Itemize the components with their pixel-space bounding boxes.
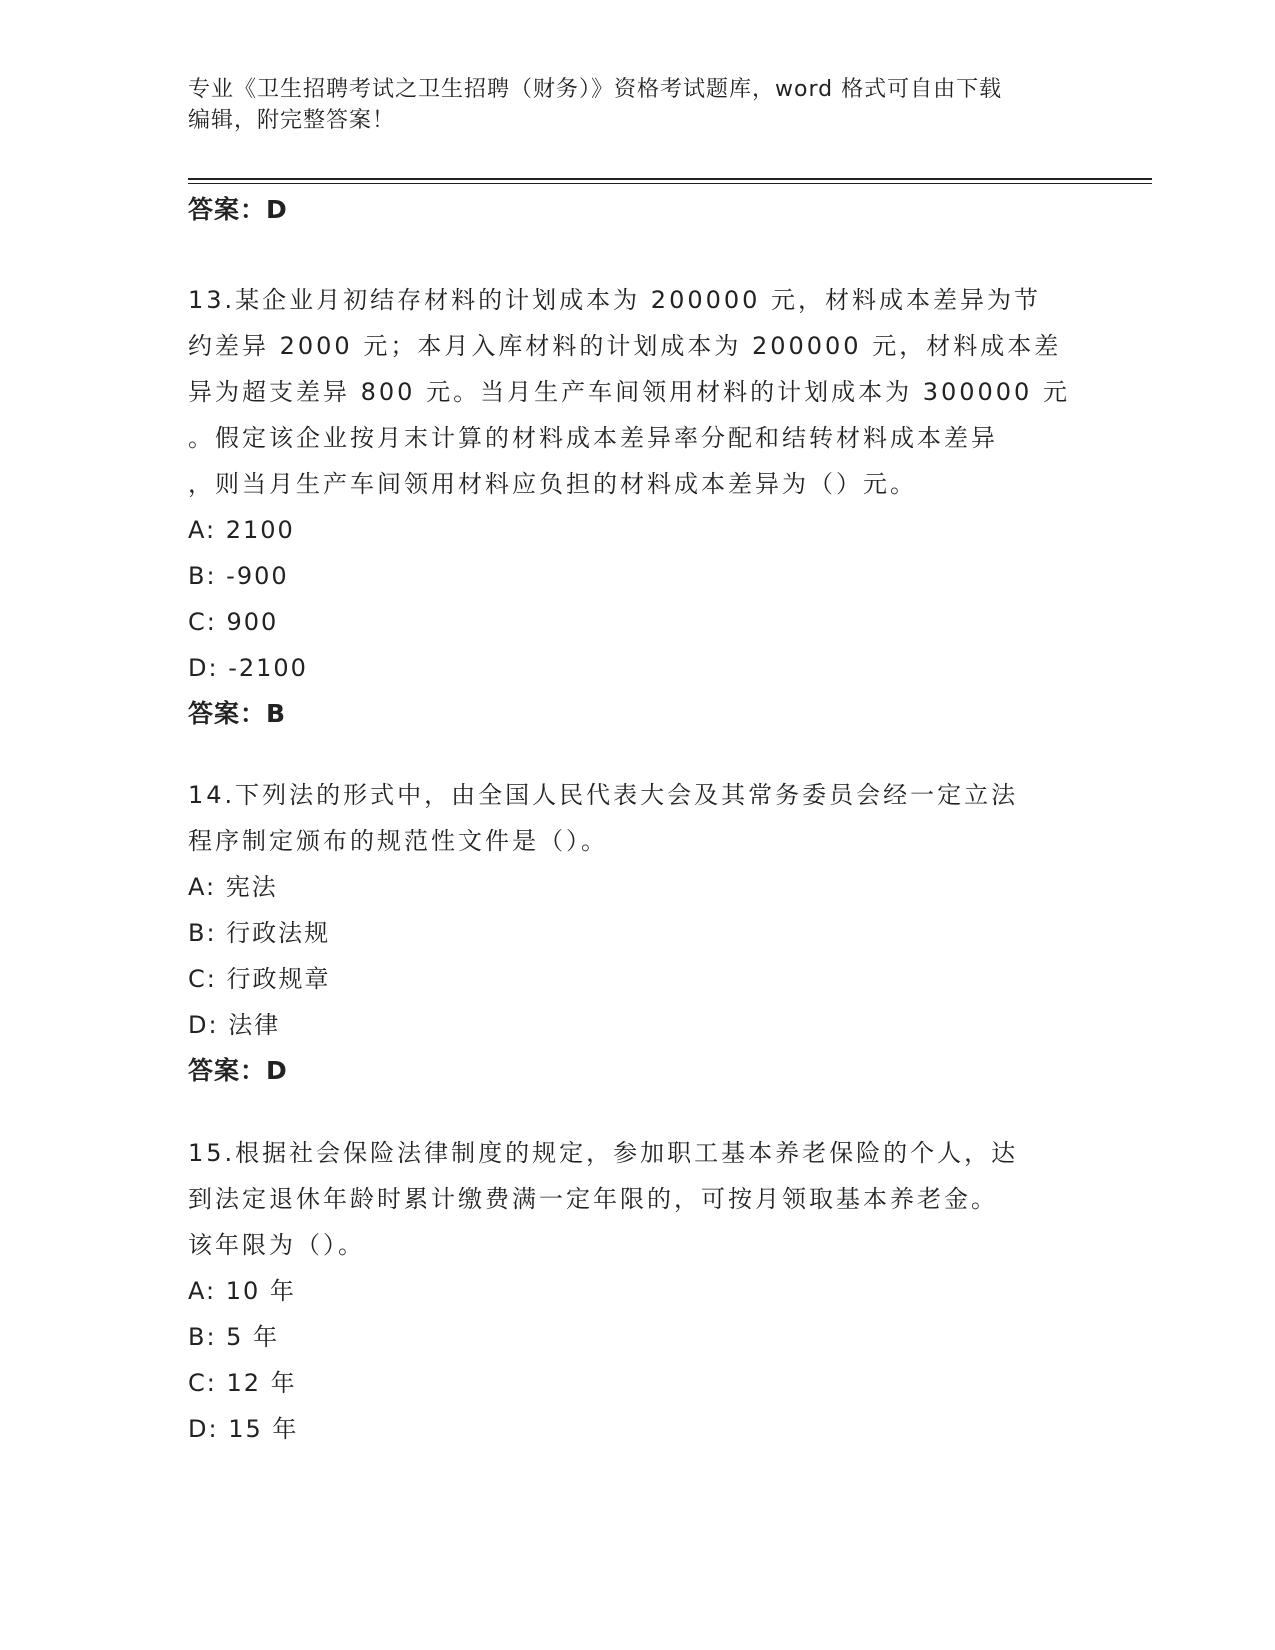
- question-text-line: 异为超支差异 800 元。当月生产车间领用材料的计划成本为 300000 元: [188, 378, 1070, 406]
- option-a: A: 10 年: [188, 1277, 296, 1305]
- answer-label: 答案：D: [188, 195, 288, 224]
- option-d: D: 15 年: [188, 1415, 299, 1443]
- header-line-2: 编辑，附完整答案！: [188, 108, 396, 133]
- question-text-line: 该年限为（）。: [188, 1231, 365, 1259]
- option-a: A: 2100: [188, 516, 295, 544]
- question-text-line: 。假定该企业按月末计算的材料成本差异率分配和结转材料成本差异: [188, 424, 998, 452]
- question-14: [188, 772, 1088, 1094]
- option-c: C: 900: [188, 608, 279, 636]
- question-text-line: 约差异 2000 元；本月入库材料的计划成本为 200000 元，材料成本差: [188, 332, 1062, 360]
- question-15: [188, 1130, 1088, 1452]
- option-a: A: 宪法: [188, 873, 278, 901]
- question-text-line: 15.根据社会保险法律制度的规定，参加职工基本养老保险的个人，达: [188, 1139, 1019, 1167]
- question-text-line: ，则当月生产车间领用材料应负担的材料成本差异为（）元。: [188, 470, 917, 498]
- previous-answer-block: [188, 187, 1088, 233]
- header-line-1: 专业《卫生招聘考试之卫生招聘（财务）》资格考试题库，word 格式可自由下载: [188, 77, 1003, 102]
- question-text-line: 13.某企业月初结存材料的计划成本为 200000 元，材料成本差异为节: [188, 286, 1042, 314]
- option-d: D: 法律: [188, 1011, 281, 1039]
- option-d: D: -2100: [188, 654, 308, 682]
- option-b: B: 5 年: [188, 1323, 280, 1351]
- answer-label: 答案：D: [188, 1056, 288, 1085]
- header-divider-thin: [188, 183, 1152, 184]
- question-13: [188, 277, 1088, 737]
- question-text-line: 程序制定颁布的规范性文件是（）。: [188, 827, 608, 855]
- option-c: C: 行政规章: [188, 965, 331, 993]
- answer-label: 答案：B: [188, 699, 287, 728]
- option-b: B: 行政法规: [188, 919, 331, 947]
- document-header: [188, 74, 1088, 136]
- question-text-line: 14.下列法的形式中，由全国人民代表大会及其常务委员会经一定立法: [188, 781, 1019, 809]
- question-text-line: 到法定退休年龄时累计缴费满一定年限的，可按月领取基本养老金。: [188, 1185, 998, 1213]
- option-b: B: -900: [188, 562, 289, 590]
- header-divider: [188, 178, 1152, 180]
- option-c: C: 12 年: [188, 1369, 297, 1397]
